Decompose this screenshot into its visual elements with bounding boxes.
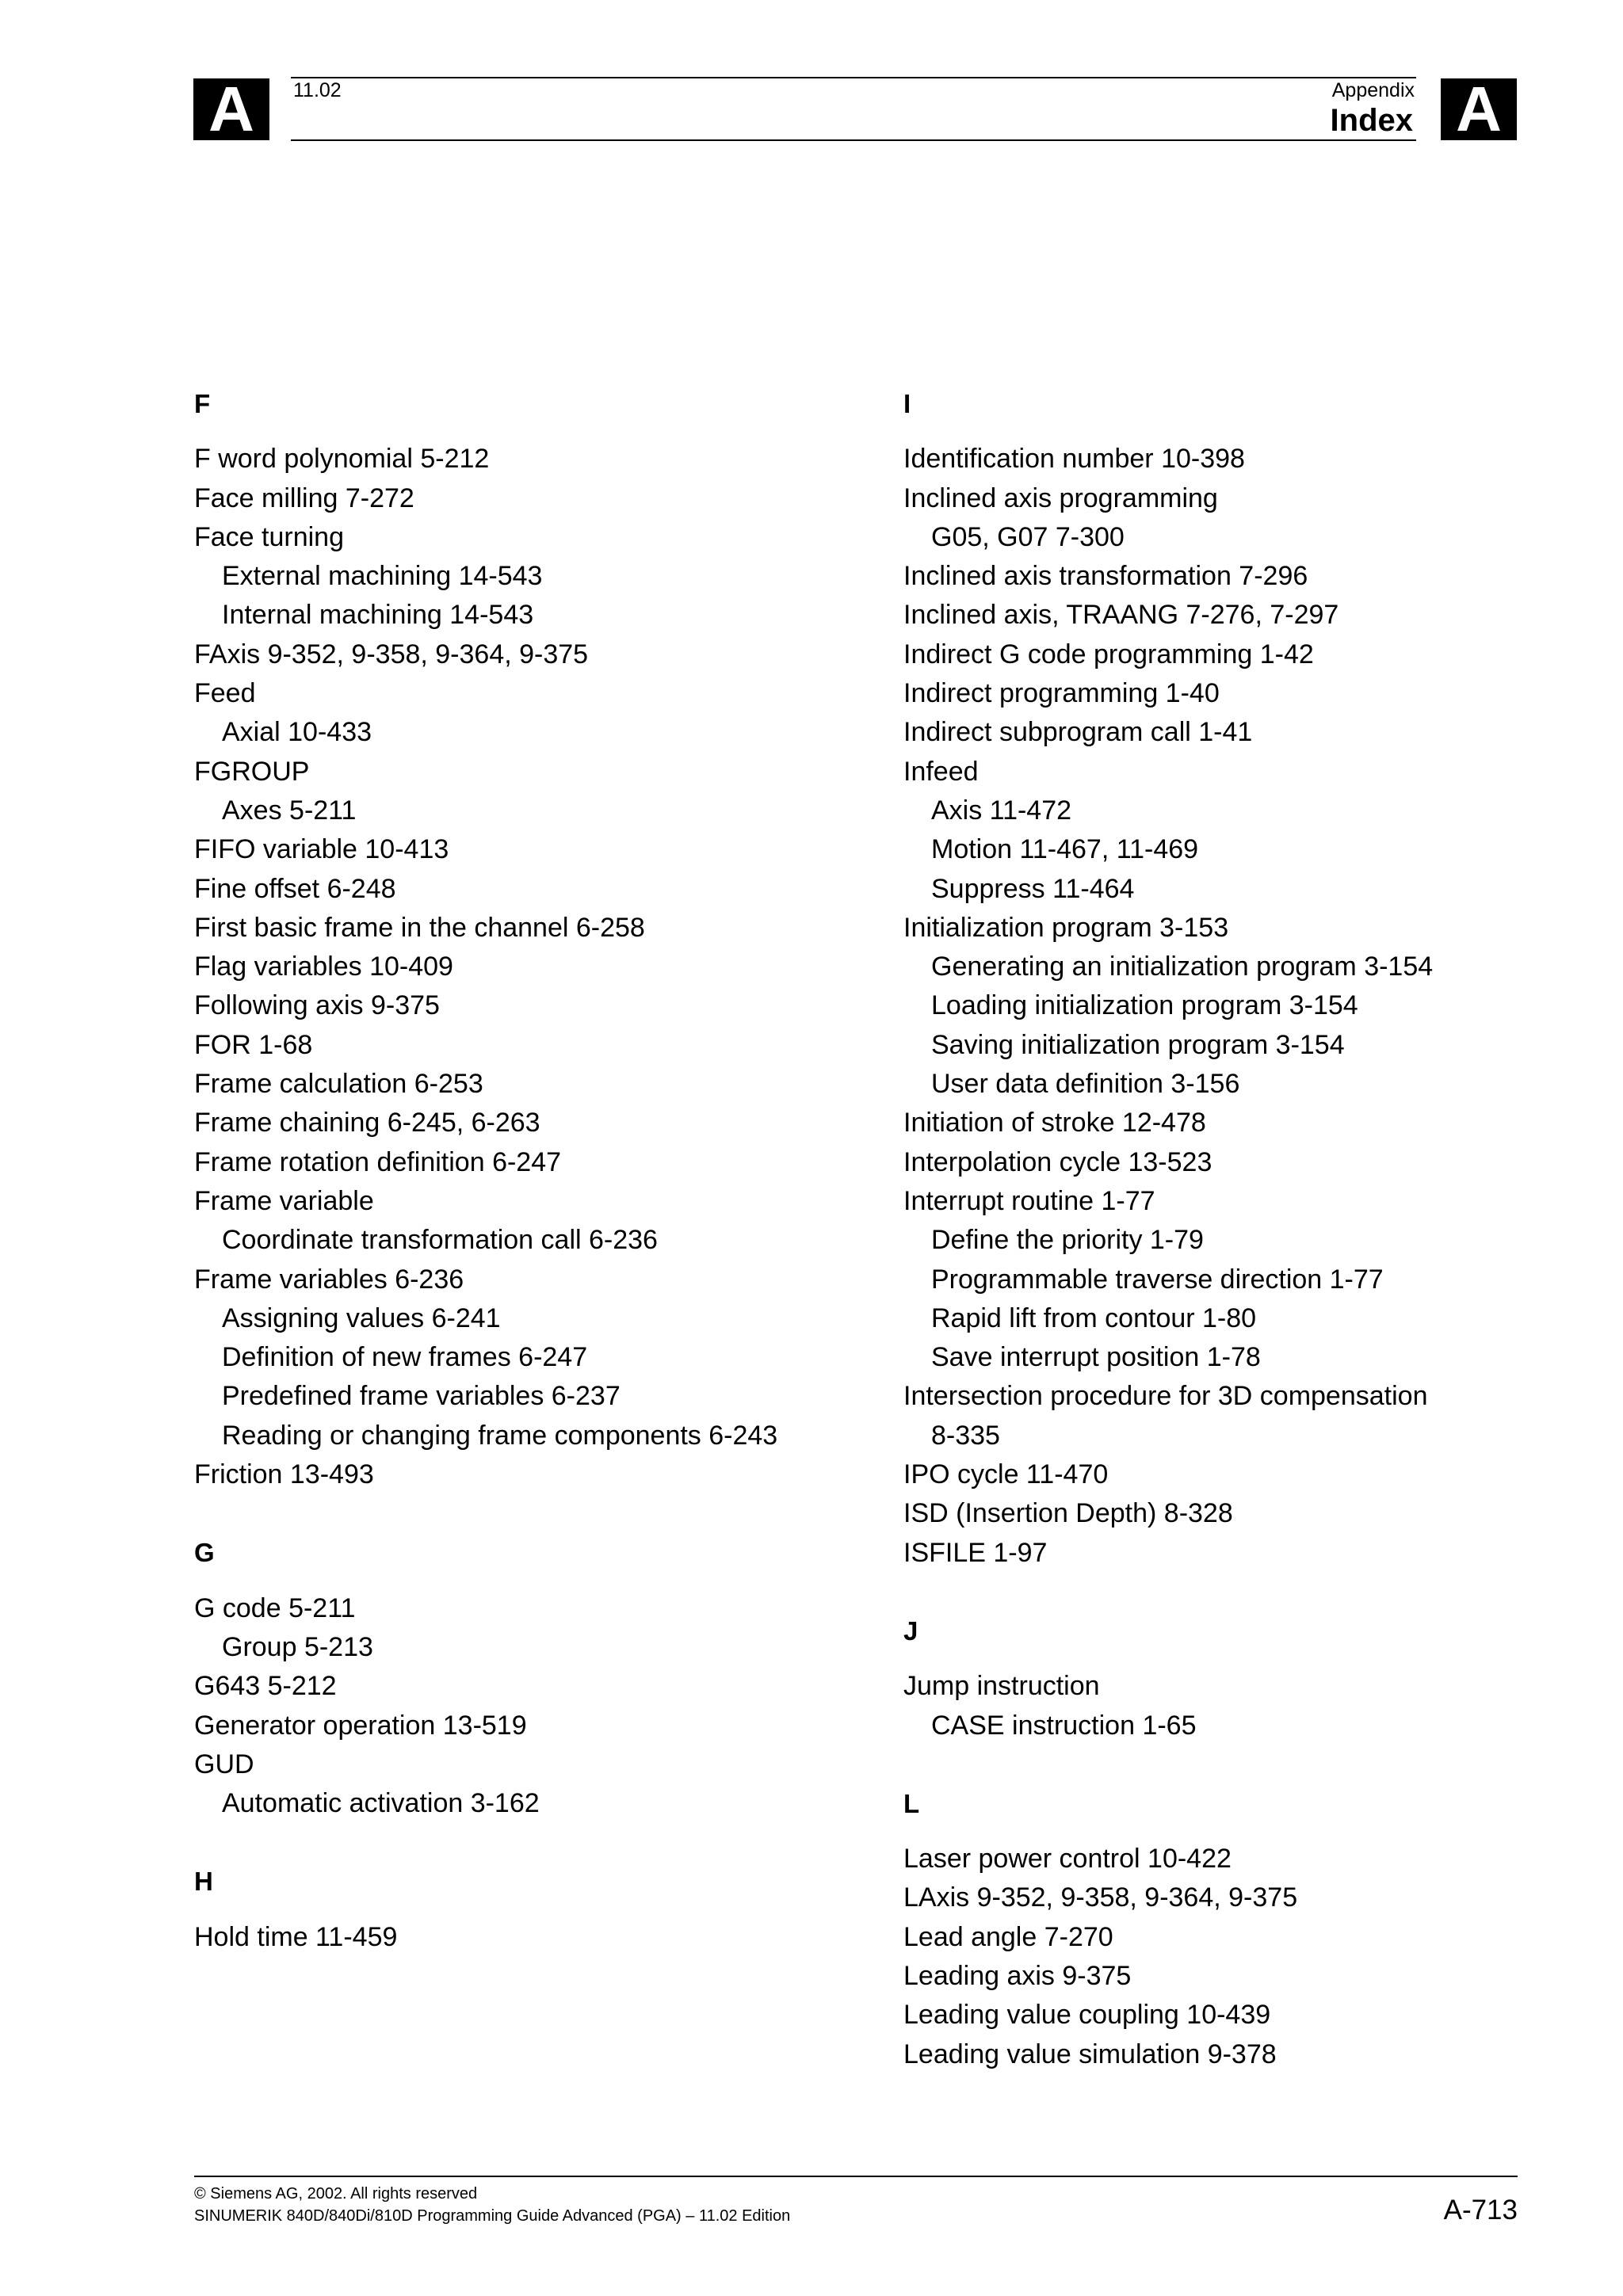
index-entry: Frame rotation definition 6-247 [194, 1146, 562, 1177]
index-entry: Flag variables 10-409 [194, 952, 453, 982]
index-entry: Frame variable [194, 1185, 374, 1216]
index-letter-heading: I [903, 389, 911, 418]
header-section: Appendix [1331, 79, 1415, 101]
index-entry: Initialization program 3-153 [903, 912, 1229, 943]
index-letter-heading: F [194, 389, 211, 418]
index-subentry: Predefined frame variables 6-237 [222, 1381, 621, 1412]
index-entry: Leading value coupling 10-439 [903, 2000, 1271, 2031]
index-entry: Initiation of stroke 12-478 [903, 1108, 1206, 1138]
index-letter-heading: H [194, 1867, 213, 1897]
index-subentry: Generating an initialization program 3-154 [931, 952, 1434, 982]
index-subentry: Axis 11-472 [931, 795, 1072, 826]
index-subentry: Motion 11-467, 11-469 [931, 834, 1199, 865]
index-entry: Indirect programming 1-40 [903, 678, 1220, 709]
index-entry: G code 5-211 [194, 1592, 356, 1623]
index-entry: Frame variables 6-236 [194, 1264, 464, 1295]
index-column-left [194, 384, 860, 1996]
index-section [903, 384, 1506, 1573]
index-entry: ISFILE 1-97 [903, 1537, 1048, 1568]
chapter-tab-left: A [193, 78, 269, 140]
header-date: 11.02 [293, 79, 342, 101]
index-subentry: Axes 5-211 [222, 795, 357, 826]
index-entry: ISD (Insertion Depth) 8-328 [903, 1498, 1233, 1529]
index-entry: Indirect G code programming 1-42 [903, 639, 1314, 669]
index-subentry: 8-335 [931, 1420, 1000, 1451]
index-entry: Hold time 11-459 [194, 1921, 398, 1952]
index-entry: Interpolation cycle 13-523 [903, 1146, 1212, 1177]
index-entry: LAxis 9-352, 9-358, 9-364, 9-375 [903, 1882, 1298, 1913]
index-entry: Indirect subprogram call 1-41 [903, 717, 1253, 748]
index-subentry: Group 5-213 [222, 1631, 373, 1662]
index-entry: Laser power control 10-422 [903, 1844, 1232, 1875]
index-entry: First basic frame in the channel 6-258 [194, 912, 645, 943]
index-subentry: External machining 14-543 [222, 561, 543, 592]
footer-copyright: © Siemens AG, 2002. All rights reserved [194, 2185, 478, 2203]
index-entry: FAxis 9-352, 9-358, 9-364, 9-375 [194, 639, 589, 669]
index-subentry: Define the priority 1-79 [931, 1225, 1204, 1256]
index-entry: Jump instruction [903, 1671, 1100, 1702]
index-entry: F word polynomial 5-212 [194, 444, 490, 475]
index-entry: Interrupt routine 1-77 [903, 1185, 1155, 1216]
index-subentry: Saving initialization program 3-154 [931, 1029, 1345, 1060]
index-entry: FGROUP [194, 756, 310, 787]
index-subentry: Programmable traverse direction 1-77 [931, 1264, 1384, 1295]
index-subentry: Rapid lift from contour 1-80 [931, 1302, 1257, 1333]
index-entry: FOR 1-68 [194, 1029, 313, 1060]
page-number: A-713 [1443, 2195, 1518, 2225]
header-rule-bottom [291, 139, 1416, 141]
index-entry: Inclined axis programming [903, 482, 1218, 513]
index-entry: Leading axis 9-375 [903, 1960, 1132, 1991]
index-section [194, 1862, 860, 1957]
index-subentry: Reading or changing frame components 6-243 [222, 1420, 778, 1451]
footer-document-title: SINUMERIK 840D/840Di/810D Programming Guide Advanced (PGA) – 11.02 Edition [194, 2207, 791, 2225]
index-subentry: Definition of new frames 6-247 [222, 1342, 588, 1373]
index-entry: FIFO variable 10-413 [194, 834, 449, 865]
index-subentry: Loading initialization program 3-154 [931, 990, 1358, 1021]
index-subentry: Assigning values 6-241 [222, 1302, 501, 1333]
index-entry: Identification number 10-398 [903, 444, 1245, 475]
index-subentry: Axial 10-433 [222, 717, 372, 748]
index-section [903, 1784, 1506, 2074]
index-entry: Frame calculation 6-253 [194, 1069, 483, 1100]
header-rule-top [291, 77, 1416, 78]
index-entry: Inclined axis, TRAANG 7-276, 7-297 [903, 600, 1339, 631]
footer-rule [194, 2176, 1518, 2177]
index-section [903, 1611, 1506, 1745]
index-entry: Intersection procedure for 3D compensation [903, 1381, 1428, 1412]
index-letter-heading: G [194, 1538, 215, 1568]
index-subentry: Suppress 11-464 [931, 873, 1135, 904]
index-section [194, 384, 860, 1494]
index-section [194, 1533, 860, 1823]
index-subentry: G05, G07 7-300 [931, 521, 1125, 552]
index-column-right [903, 384, 1506, 2113]
index-letter-heading: J [903, 1615, 918, 1646]
index-entry: Face turning [194, 521, 344, 552]
index-entry: Friction 13-493 [194, 1459, 374, 1490]
index-entry: Generator operation 13-519 [194, 1710, 527, 1741]
index-entry: Leading value simulation 9-378 [903, 2039, 1277, 2069]
index-subentry: Internal machining 14-543 [222, 600, 534, 631]
index-entry: Frame chaining 6-245, 6-263 [194, 1108, 540, 1138]
index-letter-heading: L [903, 1788, 920, 1818]
index-entry: Following axis 9-375 [194, 990, 440, 1021]
index-entry: Face milling 7-272 [194, 482, 414, 513]
index-entry: IPO cycle 11-470 [903, 1459, 1109, 1490]
index-entry: GUD [194, 1749, 254, 1779]
index-entry: Infeed [903, 756, 979, 787]
index-entry: Feed [194, 678, 256, 709]
index-subentry: Automatic activation 3-162 [222, 1788, 540, 1819]
index-entry: G643 5-212 [194, 1671, 337, 1702]
chapter-tab-right: A [1441, 78, 1517, 140]
index-subentry: User data definition 3-156 [931, 1069, 1240, 1100]
index-subentry: Save interrupt position 1-78 [931, 1342, 1261, 1373]
index-entry: Inclined axis transformation 7-296 [903, 561, 1308, 592]
index-subentry: Coordinate transformation call 6-236 [222, 1225, 658, 1256]
index-entry: Fine offset 6-248 [194, 873, 396, 904]
index-subentry: CASE instruction 1-65 [931, 1710, 1197, 1741]
index-entry: Lead angle 7-270 [903, 1921, 1113, 1952]
page-title: Index [1330, 103, 1413, 138]
